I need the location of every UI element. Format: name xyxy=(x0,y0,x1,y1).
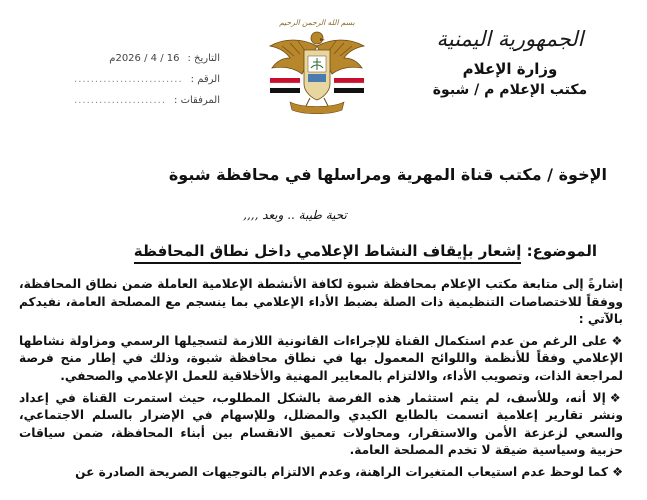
subject-value: إشعار بإيقاف النشاط الإعلامي داخل نطاق المحافظة xyxy=(134,242,522,264)
paragraph-text: كما لوحظ عدم استيعاب المتغيرات الراهنة، وعدم الالتزام بالتوجيهات الصريحة الصادرة عن xyxy=(75,464,609,479)
bullet-icon: ❖ xyxy=(611,333,623,348)
greeting-line: تحية طيبة .. وبعد ,,,, xyxy=(243,208,347,222)
bullet-icon: ❖ xyxy=(609,390,623,405)
subject-line xyxy=(37,242,597,260)
date-value: 16 / 4 / 2026م xyxy=(109,53,180,64)
office-title: مكتب الإعلام م / شبوة xyxy=(432,82,588,98)
basmala: بسم الله الرحمن الرحيم xyxy=(279,18,355,27)
attachments-dots: ...................... xyxy=(74,95,167,106)
number-label: الرقم : xyxy=(190,74,220,85)
paragraph-3 xyxy=(19,464,623,482)
letterhead-right xyxy=(395,26,625,100)
number-dots: .......................... xyxy=(74,74,183,85)
bullet-icon: ❖ xyxy=(612,464,623,479)
letter-meta xyxy=(70,48,220,111)
paragraph-1 xyxy=(19,333,623,386)
attachments-row xyxy=(70,90,220,111)
paragraph-text: على الرغم من عدم استكمال القناة للإجراءات القانونية اللازمة لتسجيلها الرسمي ومزاولة نشاطها الإعلامي وفقاً للأنظمة واللوائح المعمول بها في نطاق محافظة شبوة، وذلك في إطار منح فرصة لمراجعة الذات، وتصويب الأداء، والالتزام بالمعايير المهنية والأخلاقية للعمل الإعلامي والصحفي. xyxy=(19,333,623,383)
date-label: التاريخ : xyxy=(187,53,220,64)
ministry-title: وزارة الإعلام xyxy=(462,60,558,78)
date-row xyxy=(70,48,220,69)
attachments-label: المرفقات : xyxy=(174,95,220,106)
republic-title: الجمهورية اليمنية xyxy=(436,27,584,51)
paragraph-intro: إشارةً إلى متابعة مكتب الإعلام بمحافظة شبوة لكافة الأنشطة الإعلامية العاملة ضمن نطاق المحافظة، ووفقاً للاختصاصات التنظيمية ذات الصلة بضبط الأداء الإعلامي بما ينسجم مع المصلحة العامة، نفيدكم بالآتي : xyxy=(19,277,623,327)
addressee-line: الإخوة / مكتب قناة المهرية ومراسلها في محافظة شبوة xyxy=(168,165,607,184)
subject-label: الموضوع: xyxy=(526,242,597,260)
letter-body xyxy=(19,276,623,486)
paragraph-text: إلا أنه، وللأسف، لم يتم استثمار هذه الفرصة بالشكل المطلوب، حيث استمرت القناة في إعداد ونشر تقارير إعلامية اتسمت بالطابع الكيدي والمضلل، وللإسهام في الإضرار بالسلم الاجتماعي، والسعي لزعزعة الأمن والاستقرار، ومحاولات تعميق الانقسام بين أبناء المحافظة، ضمن سياقات حزبية وسياسية ضيقة لا تخدم المصلحة العامة. xyxy=(19,390,623,458)
paragraph-2 xyxy=(19,390,623,460)
yemen-emblem-icon xyxy=(262,16,372,126)
number-row xyxy=(70,69,220,90)
